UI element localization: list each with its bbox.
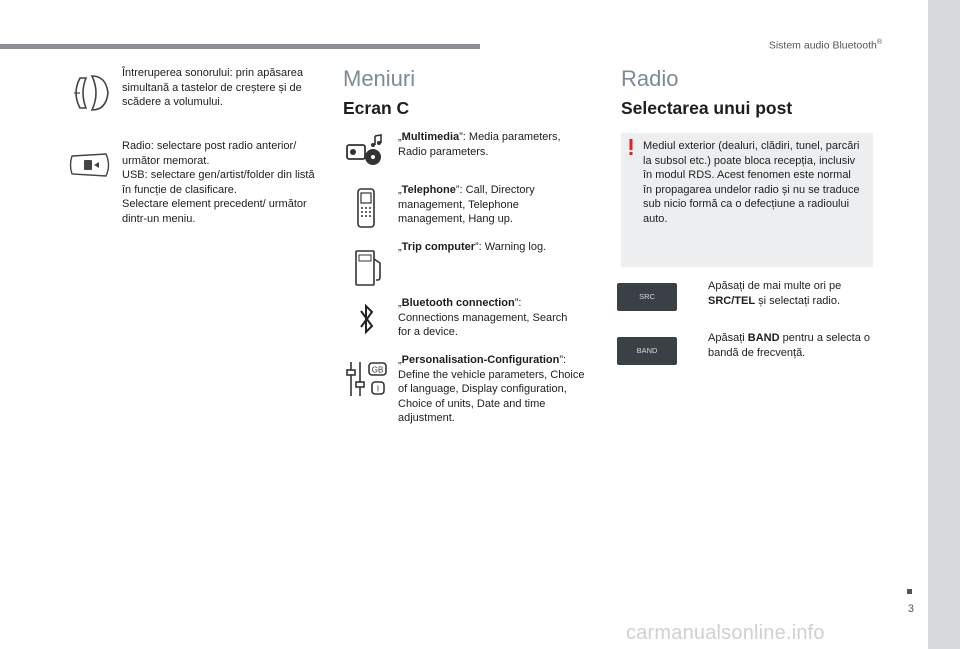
settings-sliders-icon xyxy=(345,360,389,398)
watermark: carmanualsonline.info xyxy=(626,622,825,644)
page-header-title: Sistem audio Bluetooth® xyxy=(768,39,882,52)
top-rule xyxy=(0,44,480,49)
right-sidebar-strip xyxy=(928,0,960,649)
menu-item-trip-computer: „Trip computer”: Warning log. xyxy=(398,241,547,253)
src-instruction: Apăsați de mai multe ori pe SRC/TEL și selectați radio. xyxy=(708,280,842,307)
menus-subheading: Ecran C xyxy=(343,98,410,118)
svg-text:I: I xyxy=(376,384,380,394)
menu-item-personalisation: „Personalisation-Configuration”: Define the vehicle parameters, Choice of language, Display configuration, Choice of units, Date and time adjustment. xyxy=(398,354,585,424)
menu-item-telephone: „Telephone”: Call, Directory management, Telephone management, Hang up. xyxy=(398,184,535,225)
menu-item-bluetooth: „Bluetooth connection”: Connections management, Search for a device. xyxy=(398,297,568,338)
page-number: 3 xyxy=(907,603,914,615)
volume-buttons-icon xyxy=(70,72,112,114)
mute-description: Întreruperea sonorului: prin apăsarea simultană a tastelor de creștere și de scădere a volumului. xyxy=(122,67,304,108)
radio-heading: Radio xyxy=(621,66,679,91)
warning-exclamation-icon xyxy=(629,139,633,155)
src-tel-button: SRC xyxy=(617,283,677,311)
page-marker xyxy=(907,589,912,594)
telephone-icon xyxy=(355,187,377,229)
radio-subheading: Selectarea unui post xyxy=(621,98,793,118)
warning-text: Mediul exterior (dealuri, clădiri, tunel, parcări la subsol etc.) poate bloca recepția, inclusiv în modul RDS. Acest fenomen este normal în propagarea undelor radio și nu se traduce sub nicio formă ca o defecțiune a radioului auto. xyxy=(643,140,860,225)
radio-stalk-description: Radio: selectare post radio anterior/ următor memorat. USB: selectare gen/artist/folder din listă în funcție de clasificare. Selectare element precedent/ următor dintr-un meniu. xyxy=(122,140,315,225)
menu-item-multimedia: „Multimedia”: Media parameters, Radio parameters. xyxy=(398,131,561,158)
multimedia-icon xyxy=(345,133,385,167)
radio-stalk-icon xyxy=(68,150,112,180)
band-instruction: Apăsați BAND pentru a selecta o bandă de frecvență. xyxy=(708,332,871,359)
fuel-pump-icon xyxy=(353,249,385,287)
bluetooth-icon xyxy=(358,302,376,336)
band-button: BAND xyxy=(617,337,677,365)
svg-text:GB: GB xyxy=(371,365,384,375)
menus-heading: Meniuri xyxy=(343,66,416,91)
